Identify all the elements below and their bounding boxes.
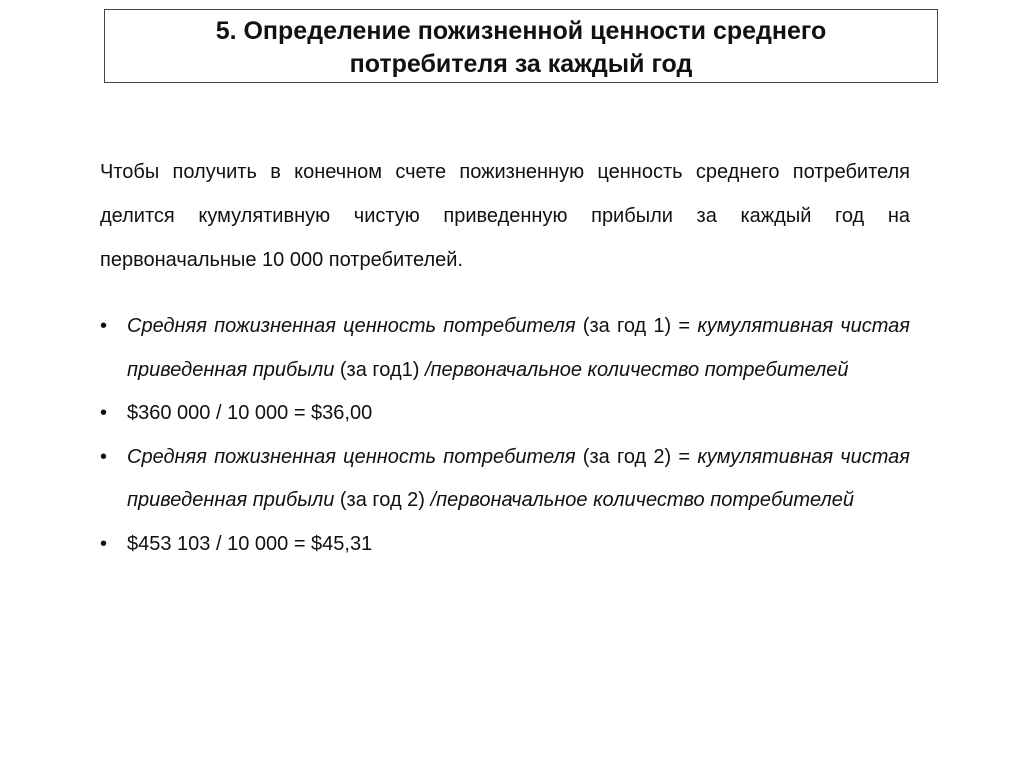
bullet-marker: • [100, 315, 108, 337]
bullet-marker: • [100, 402, 108, 424]
bullet-list [100, 305, 910, 566]
definition-part-d: (за год1) [339, 358, 420, 381]
calculation-text: $360 000 / 10 000 = $36,00 [127, 402, 373, 424]
bullet-text [127, 436, 910, 523]
bullet-item-calculation-year-1 [100, 392, 910, 436]
definition-part-e: /первоначальное количество потребителей [424, 489, 855, 511]
bullet-item-definition-year-2 [100, 436, 910, 523]
slide-title-line-1: 5. Определение пожизненной ценности среднего [215, 17, 827, 45]
intro-paragraph: Чтобы получить в конечном счете пожизненную ценность среднего потребителя делится кумулятивную чистую приведенную прибыли за каждый год на первоначальные 10 000 потребителей. [100, 161, 910, 271]
bullet-item-calculation-year-2 [100, 523, 910, 567]
bullet-marker: • [100, 532, 108, 555]
definition-part-d: (за год 2) [339, 489, 425, 511]
slide-title-line-2: потребителя за каждый год [349, 50, 693, 78]
slide-title-box [104, 9, 938, 83]
bullet-marker: • [100, 445, 108, 468]
bullet-text [127, 305, 910, 392]
definition-part-a: Средняя пожизненная ценность потребителя [127, 445, 583, 468]
definition-part-a: Средняя пожизненная ценность потребителя [127, 315, 583, 337]
definition-part-b: (за год 1) = [582, 315, 691, 337]
definition-part-c: кумулятивная чистая приведенная прибыли [127, 315, 910, 381]
bullet-item-definition-year-1 [100, 305, 910, 392]
definition-part-c: кумулятивная чистая приведенная прибыли [127, 445, 910, 511]
calculation-text: $453 103 / 10 000 = $45,31 [127, 532, 373, 555]
definition-part-e: /первоначальное количество потребителей [419, 358, 849, 381]
definition-part-b: (за год 2) = [582, 445, 691, 468]
